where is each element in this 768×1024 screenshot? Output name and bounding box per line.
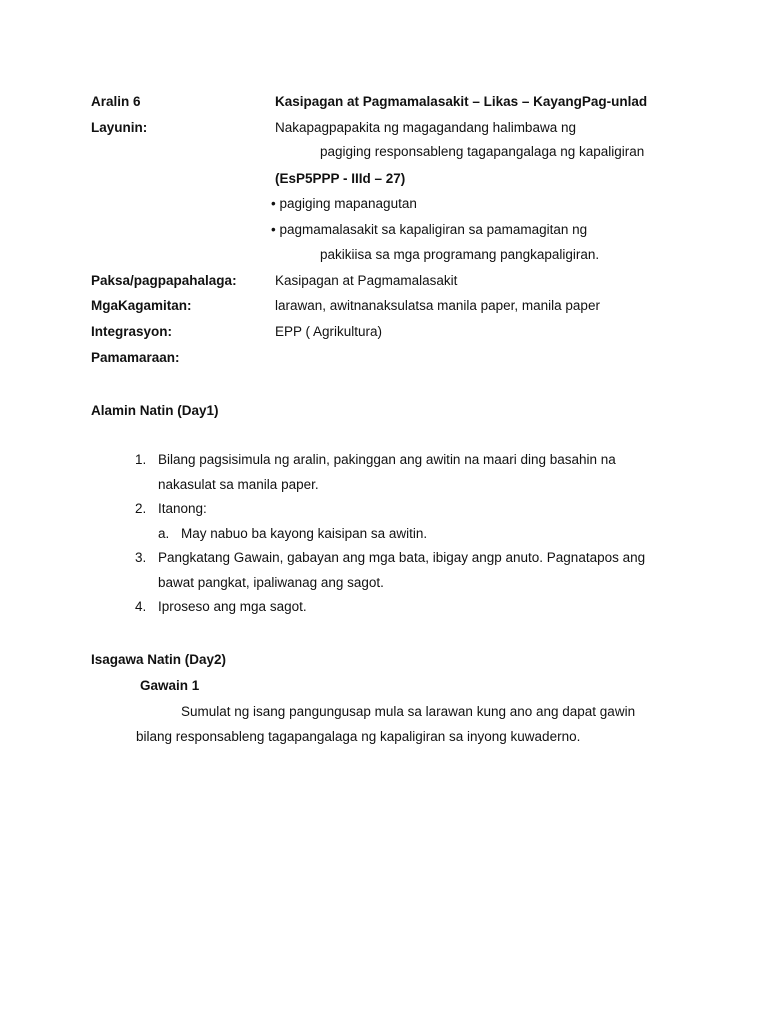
paksa-label: Paksa/pagpapahalaga: (91, 273, 237, 288)
gawain-instruction: Sumulat ng isang pangungusap mula sa larawan kung ano ang dapat gawin (181, 704, 636, 719)
layunin-line-2: pagiging responsableng tagapangalaga ng kapaligiran (320, 144, 645, 159)
list-item-number: 3. (135, 550, 147, 565)
list-item-text: Pangkatang Gawain, gabayan ang mga bata, ibigay angp anuto. Pagnatapos ang (158, 550, 646, 565)
layunin-label: Layunin: (91, 120, 148, 135)
bullet-pagmamalasakit: • pagmamalasakit sa kapaligiran sa pamamagitan ng (271, 222, 588, 237)
aralin-title: Kasipagan at Pagmamalasakit – Likas – KayangPag-unlad (275, 94, 648, 109)
list-item-text: Iproseso ang mga sagot. (158, 599, 307, 614)
gawain-instruction-cont: bilang responsableng tagapangalaga ng kapaligiran sa inyong kuwaderno. (136, 729, 581, 744)
list-item-text-cont: bawat pangkat, ipaliwanag ang sagot. (158, 575, 384, 590)
list-item-number: 1. (135, 452, 147, 467)
list-item-text-cont: nakasulat sa manila paper. (158, 477, 319, 492)
bullet-mapanagutan: • pagiging mapanagutan (271, 196, 417, 211)
integrasyon-label: Integrasyon: (91, 324, 173, 339)
alamin-heading: Alamin Natin (Day1) (91, 403, 219, 418)
kagamitan-value: larawan, awitnanaksulatsa manila paper, manila paper (275, 298, 600, 313)
pamamaraan-label: Pamamaraan: (91, 350, 180, 365)
layunin-line-1: Nakapagpapakita ng magagandang halimbawa ng (275, 120, 576, 135)
sub-item-letter: a. (158, 526, 170, 541)
kagamitan-label: MgaKagamitan: (91, 298, 192, 313)
gawain-label: Gawain 1 (140, 678, 200, 693)
sub-item-text: May nabuo ba kayong kaisipan sa awitin. (181, 526, 428, 541)
isagawa-heading: Isagawa Natin (Day2) (91, 652, 227, 667)
paksa-value: Kasipagan at Pagmamalasakit (275, 273, 458, 288)
list-item-number: 4. (135, 599, 147, 614)
bullet-pagmamalasakit-cont: pakikiisa sa mga programang pangkapaligiran. (320, 247, 600, 262)
list-item-number: 2. (135, 501, 147, 516)
aralin-label: Aralin 6 (91, 94, 141, 109)
integrasyon-value: EPP ( Agrikultura) (275, 324, 383, 339)
competency-code: (EsP5PPP - IIId – 27) (275, 171, 406, 186)
list-item-text: Bilang pagsisimula ng aralin, pakinggan ang awitin na maari ding basahin na (158, 452, 616, 467)
list-item-text: Itanong: (158, 501, 207, 516)
